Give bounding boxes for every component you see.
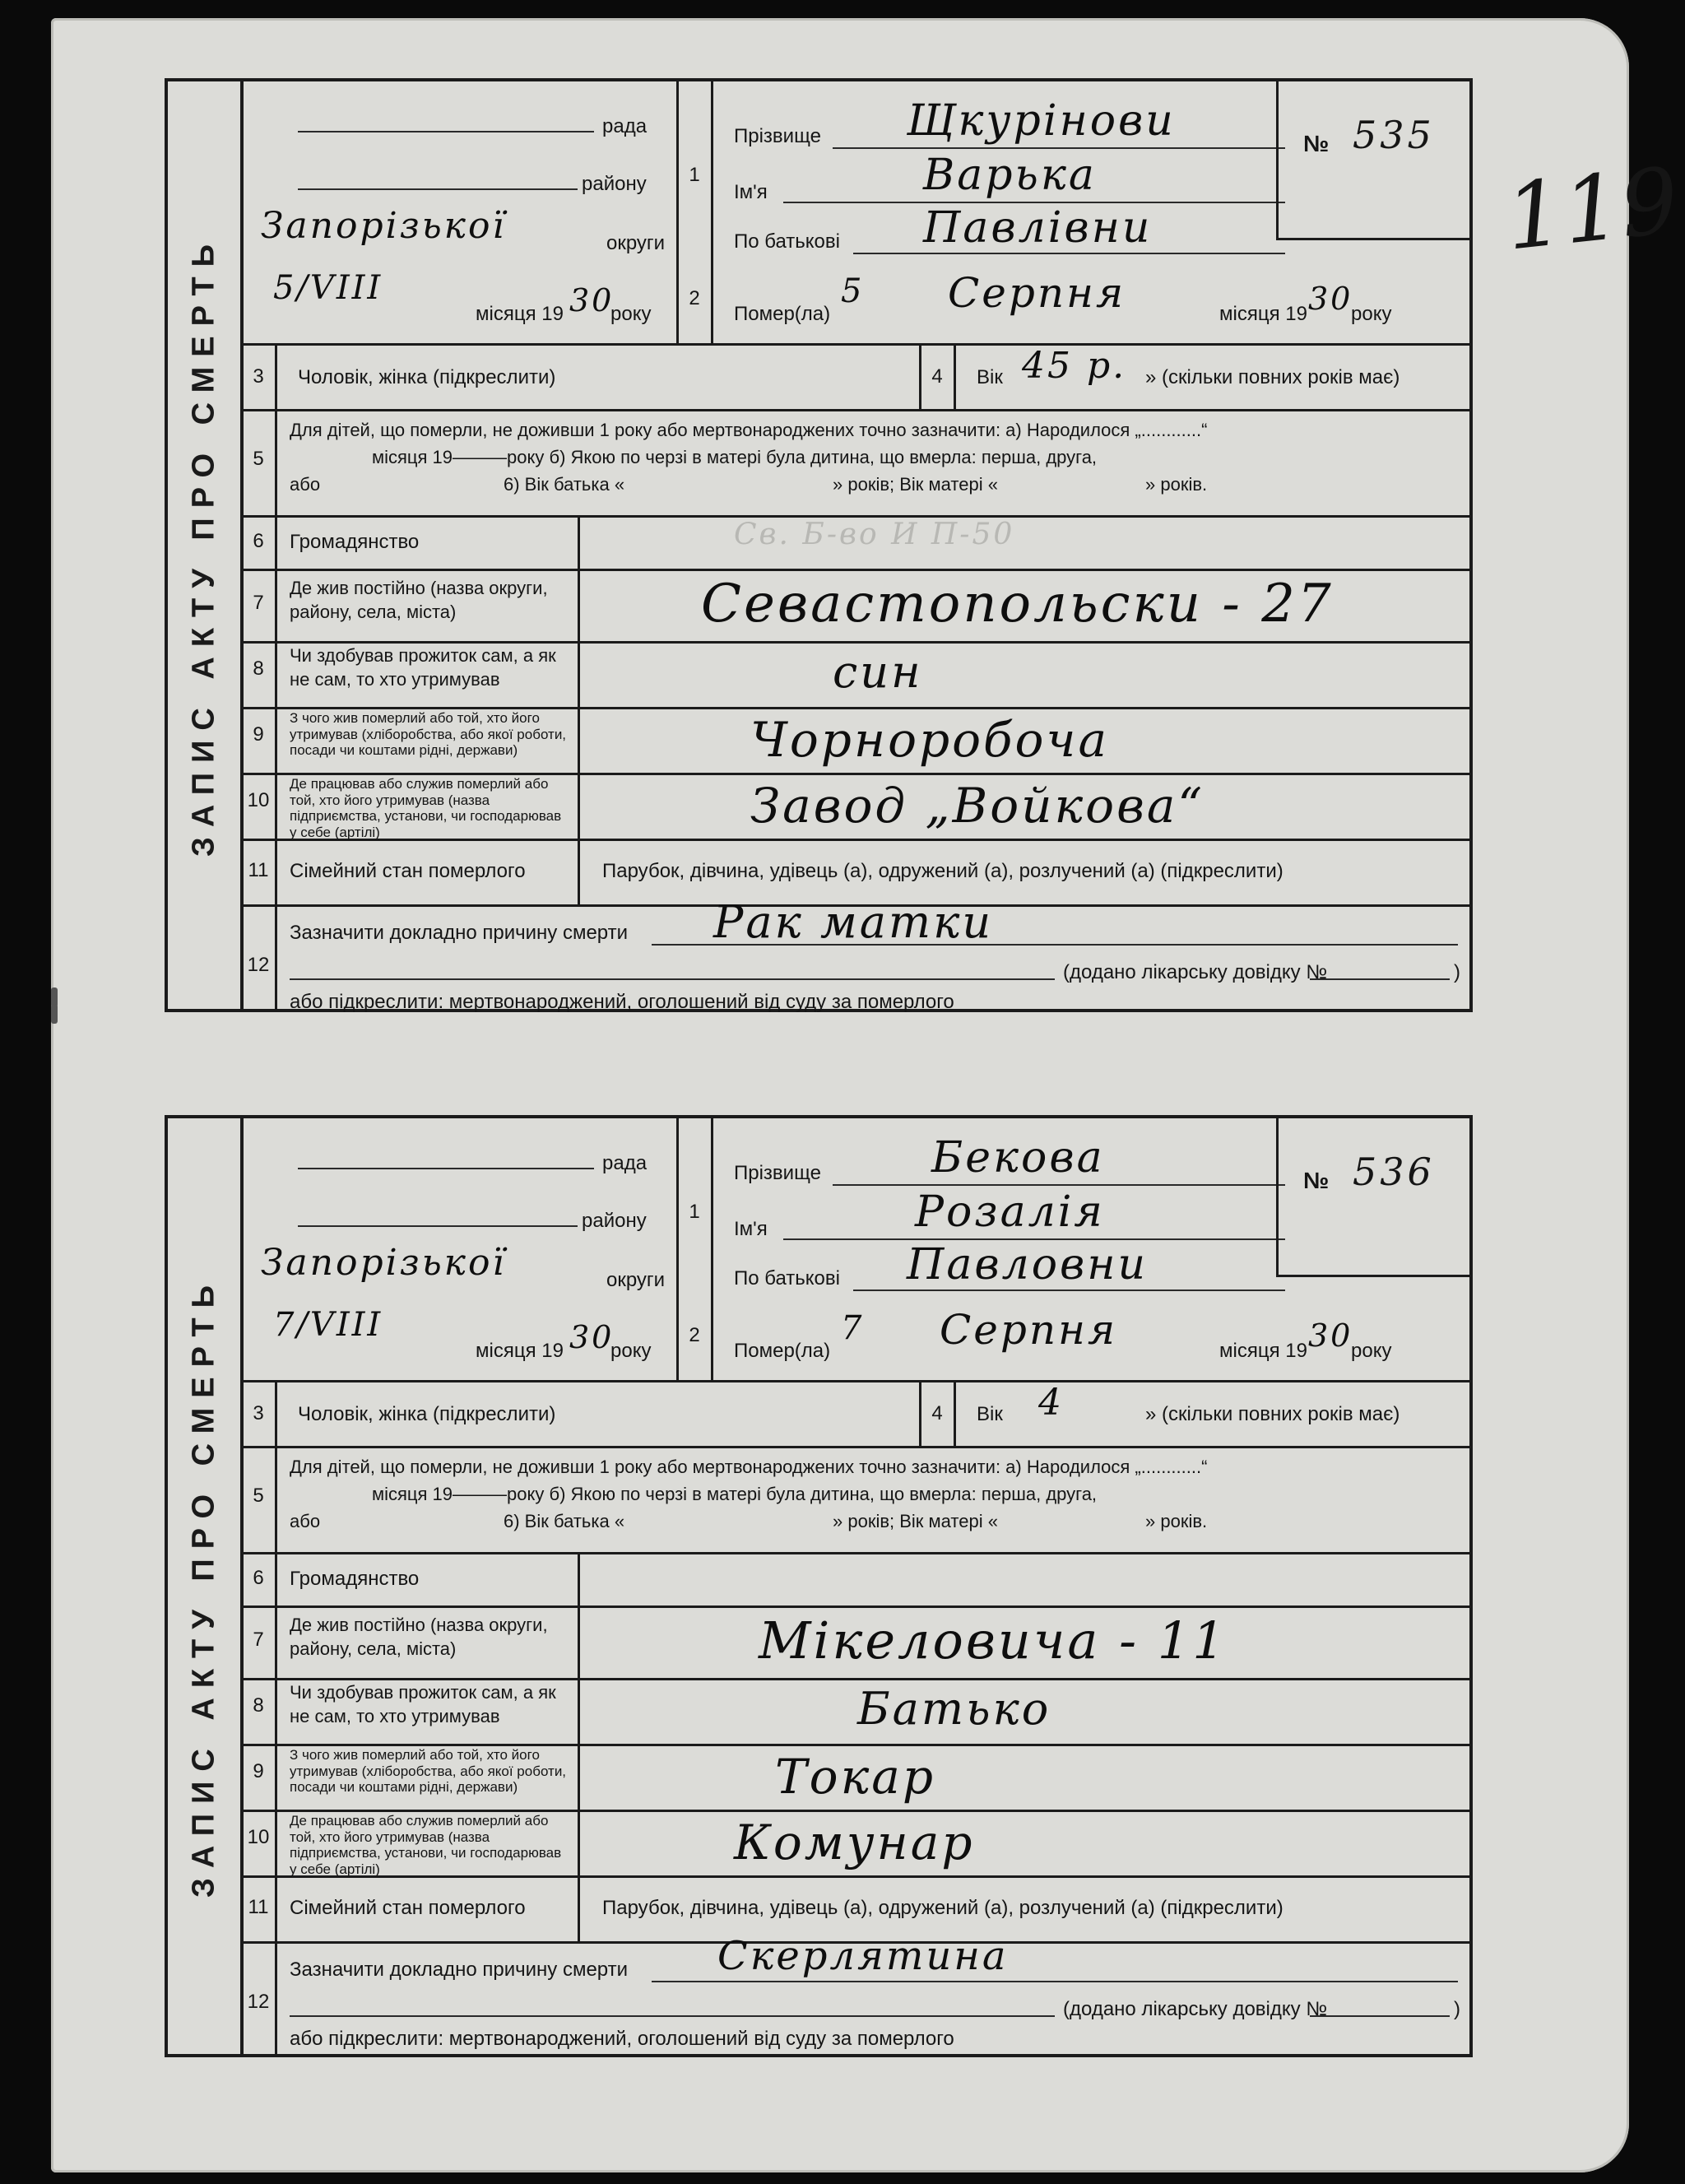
form-label: Де жив постійно (назва округи, району, села, міста) <box>290 578 548 622</box>
death-record: ЗАПИС АКТУ ПРО СМЕРТЬ рада району Запорізької округи 5/VIII місяця 19 30 року 1 2 Прізвище Щкурінови Ім'я Варька По батькові Павлівни Помер(ла) 5 Серпня місяця 19 30 року № 535 3 Чоловік, жінка (підкреслити) 4 Вік 45 р. » (скільки повних років має) 5 Для дітей, що померли, не доживши 1 року або мертвонароджених точно зазначити: а) Народилося „............“ місяця 19———року б) Якою по черзі в матері була дитина, що вмерла: перша, друга, або 6) Вік батька « » років; Вік матері « » років. 6 Громадянство Св. Б-во И П-50 7 Де жив постійно (назва округи, району, села, міста) Севастопольски - 27 8 Чи здобував прожиток сам, а як не сам, то хто утримував син 9 З чого жив померлий або той, хто його утримував (хліборобства, або якої роботи, посади чи коштами рідні, держави) Чорноробоча 10 Де працював або служив померлий або той, хто його утримував (назва підприємства, установи, чи господарював у себе (артілі) Завод „Войкова“ 11 Сімейний стан померлого Парубок, дівчина, удівець (а), одружений (а), розлучений (а) (підкреслити) 12 Зазначити докладно причину смерти Рак матки (додано лікарську довідку № ) або підкреслити: мертвонароджений, оголошений від суду за померлого <box>165 78 1473 1012</box>
table-rule <box>240 1446 1469 1448</box>
age-value: 4 <box>1038 1382 1064 1424</box>
form-label: Помер(ла) <box>734 1340 831 1362</box>
table-rule <box>240 707 1469 709</box>
row-number: 2 <box>689 287 700 309</box>
form-label: Зазначити докладно причину смерти <box>290 1959 629 1981</box>
row-number: 7 <box>253 1629 264 1651</box>
row-number: 10 <box>247 789 270 811</box>
fill-line <box>298 1225 578 1227</box>
form-label: місяця 19 <box>476 303 564 325</box>
form-label: року <box>610 1340 652 1362</box>
row-number: 5 <box>253 1485 264 1507</box>
table-rule <box>954 343 956 409</box>
form-label: Вік <box>977 366 1003 388</box>
row-number: 9 <box>253 723 264 746</box>
occupation-value: Токар <box>775 1749 935 1805</box>
row-number: 5 <box>253 448 264 470</box>
fill-line <box>298 188 578 190</box>
registration-date: 5/VIII <box>273 269 383 307</box>
row-number: 3 <box>253 365 264 388</box>
cause-value: Рак матки <box>713 896 994 948</box>
table-rule <box>578 515 580 904</box>
row-number: 7 <box>253 592 264 614</box>
row-number: 6 <box>253 1567 264 1589</box>
form-label: або підкреслити: мертвонароджений, оголошений від суду за померлого <box>290 2028 954 2050</box>
support-value: Батько <box>857 1683 1051 1735</box>
registration-date: 7/VIII <box>273 1306 383 1344</box>
okrug-value: Запорізької <box>261 1242 507 1284</box>
table-rule <box>240 1810 1469 1812</box>
fill-line <box>290 978 1055 980</box>
fill-line <box>1310 2015 1450 2017</box>
row-number: 8 <box>253 658 264 680</box>
faded-stamp: Св. Б-во И П-50 <box>734 518 1015 551</box>
form-label: року <box>610 303 652 325</box>
death-record: ЗАПИС АКТУ ПРО СМЕРТЬ рада району Запорізької округи 7/VIII місяця 19 30 року 1 2 Прізвище Бекова Ім'я Розалія По батькові Павловни Помер(ла) 7 Серпня місяця 19 30 року № 536 3 Чоловік, жінка (підкреслити) 4 Вік 4 » (скільки повних років має) 5 Для дітей, що померли, не доживши 1 року або мертвонароджених точно зазначити: а) Народилося „............“ місяця 19———року б) Якою по черзі в матері була дитина, що вмерла: перша, друга, або 6) Вік батька « » років; Вік матері « » років. 6 Громадянство 7 Де жив постійно (назва округи, району, села, міста) Мікеловича - 11 8 Чи здобував прожиток сам, а як не сам, то хто утримував Батько 9 З чого жив померлий або той, хто його утримував (хліборобства, або якої роботи, посади чи коштами рідні, держави) Токар 10 Де працював або служив померлий або той, хто його утримував (назва підприємства, установи, чи господарював у себе (артілі) Комунар 11 Сімейний стан померлого Парубок, дівчина, удівець (а), одружений (а), розлучений (а) (підкреслити) 12 Зазначити докладно причину смерти Скерлятина (додано лікарську довідку № ) або підкреслити: мертвонароджений, оголошений від суду за померлого <box>165 1115 1473 2057</box>
row-number: 4 <box>931 1402 943 1424</box>
form-label: округи <box>606 232 666 254</box>
form-label: рада <box>602 1152 648 1174</box>
row-number: 10 <box>247 1826 270 1848</box>
binder-hole <box>51 1004 58 1024</box>
table-rule <box>711 1118 713 1380</box>
residence-value: Мікеловича - 11 <box>759 1610 1228 1671</box>
fill-line <box>853 253 1285 254</box>
form-label: Зазначити докладно причину смерти <box>290 922 629 944</box>
form-label: Чоловік, жінка (підкреслити) <box>298 366 556 388</box>
fill-line <box>833 147 1285 149</box>
form-label: Де працював або служив померлий або той, хто його утримував (назва підприємства, установи, чи господарював у себе (артілі) <box>290 776 562 840</box>
form-label: району <box>582 1210 647 1232</box>
form-label: Ім'я <box>734 1218 768 1240</box>
form-label: Де працював або служив померлий або той, хто його утримував (назва підприємства, установи, чи господарював у себе (артілі) <box>290 1813 562 1877</box>
form-label: Чоловік, жінка (підкреслити) <box>298 1403 556 1425</box>
name-value: Розалія <box>915 1187 1105 1237</box>
form-label: року <box>1351 1340 1392 1362</box>
table-rule <box>711 81 713 343</box>
table-rule <box>240 1605 1469 1608</box>
table-rule <box>240 1678 1469 1680</box>
record-number: 536 <box>1353 1150 1435 1194</box>
form-label: » років. <box>1145 474 1208 495</box>
form-label: або <box>290 474 321 495</box>
form-label: » років; Вік матері « <box>833 474 998 495</box>
workplace-value: Завод „Войкова“ <box>750 778 1205 834</box>
form-label: Громадянство <box>290 1568 420 1590</box>
form-label: Прізвище <box>734 125 821 147</box>
row-number: 4 <box>931 365 943 388</box>
table-rule: ЗАПИС АКТУ ПРО СМЕРТЬ <box>186 1275 221 1898</box>
form-label: місяця 19 <box>1219 1340 1307 1362</box>
form-label: Чи здобував прожиток сам, а як не сам, то хто утримував <box>290 1682 556 1726</box>
table-rule <box>240 1552 1469 1554</box>
row-number: 11 <box>248 1896 269 1918</box>
table-rule <box>240 1380 1469 1382</box>
form-label: Вік <box>977 1403 1003 1425</box>
record-number-box: № 535 <box>1276 81 1469 240</box>
form-label: Для дітей, що померли, не доживши 1 року або мертвонароджених точно зазначити: а) Народилося „............“ <box>290 1457 1208 1477</box>
occupation-value: Чорноробоча <box>750 712 1110 768</box>
table-rule <box>240 343 1469 346</box>
surname-value: Щкурінови <box>907 96 1176 146</box>
table-rule <box>954 1380 956 1446</box>
form-label: Громадянство <box>290 531 420 553</box>
workplace-value: Комунар <box>734 1815 975 1870</box>
row-number: 3 <box>253 1402 264 1424</box>
form-label: 6) Вік батька « <box>504 1511 625 1531</box>
table-rule <box>275 343 277 1009</box>
table-rule <box>240 773 1469 775</box>
patronymic-value: Павловни <box>907 1240 1149 1289</box>
support-value: син <box>833 646 923 698</box>
residence-value: Севастопольски - 27 <box>701 574 1334 634</box>
table-rule <box>275 1380 277 2054</box>
form-label: Сімейний стан померлого <box>290 1897 526 1919</box>
form-label: Парубок, дівчина, удівець (а), одружений (а), розлучений (а) (підкреслити) <box>602 1897 1283 1919</box>
cause-value: Скерлятина <box>717 1933 1009 1979</box>
form-label: Де жив постійно (назва округи, району, села, міста) <box>290 1615 548 1659</box>
form-label: року <box>1351 303 1392 325</box>
form-label: або <box>290 1511 321 1531</box>
table-rule <box>240 1744 1469 1746</box>
record-side-title <box>168 81 244 1009</box>
patronymic-value: Павлівни <box>923 203 1153 253</box>
row-number: 1 <box>689 1201 700 1223</box>
form-label: ) <box>1454 1998 1460 2020</box>
form-label: Ім'я <box>734 181 768 203</box>
fill-line <box>290 2015 1055 2017</box>
form-label: рада <box>602 115 648 137</box>
form-label: або підкреслити: мертвонароджений, оголошений від суду за померлого <box>290 991 954 1013</box>
row-number: 12 <box>247 1991 270 2013</box>
fill-line <box>298 131 594 132</box>
fill-line <box>298 1168 594 1169</box>
row-number: 2 <box>689 1324 700 1346</box>
form-label: району <box>582 173 647 195</box>
form-label: Для дітей, що померли, не доживши 1 року або мертвонароджених точно зазначити: а) Народилося „............“ <box>290 420 1208 440</box>
form-label: » (скільки повних років має) <box>1145 366 1400 388</box>
row-number: 1 <box>689 164 700 186</box>
table-rule <box>240 569 1469 571</box>
table-rule <box>240 409 1469 411</box>
form-label: Помер(ла) <box>734 303 831 325</box>
fill-line <box>1310 978 1450 980</box>
record-number-box: № 536 <box>1276 1118 1469 1277</box>
row-number: 8 <box>253 1694 264 1717</box>
name-value: Варька <box>923 151 1097 200</box>
table-rule <box>240 641 1469 644</box>
age-value: 45 р. <box>1022 345 1127 387</box>
death-month-value: Серпня <box>948 269 1126 317</box>
form-label: Чи здобував прожиток сам, а як не сам, то хто утримував <box>290 645 556 690</box>
form-label: » років. <box>1145 1511 1208 1531</box>
form-label: По батькові <box>734 1267 840 1289</box>
form-label: Прізвище <box>734 1162 821 1184</box>
record-number: 535 <box>1353 113 1435 157</box>
form-label: (додано лікарську довідку № <box>1063 1998 1328 2020</box>
form-label: (додано лікарську довідку № <box>1063 961 1328 983</box>
form-label: По батькові <box>734 230 840 253</box>
form-label: З чого жив померлий або той, хто його утримував (хліборобства, або якої роботи, посади чи коштами рідні, держави) <box>290 1747 567 1796</box>
row-number: 9 <box>253 1760 264 1782</box>
fill-line <box>833 1184 1285 1186</box>
form-label: » (скільки повних років має) <box>1145 1403 1400 1425</box>
form-label: » років; Вік матері « <box>833 1511 998 1531</box>
fill-line <box>853 1289 1285 1291</box>
form-label: місяця 19 <box>1219 303 1307 325</box>
form-label: округи <box>606 1269 666 1291</box>
form-label: 6) Вік батька « <box>504 474 625 495</box>
death-month-value: Серпня <box>940 1306 1118 1354</box>
margin-mark: 119 <box>1500 147 1684 271</box>
table-rule: ЗАПИС АКТУ ПРО СМЕРТЬ <box>186 234 221 857</box>
record-side-title <box>168 1118 244 2054</box>
form-label: місяця 19 <box>476 1340 564 1362</box>
form-label: Парубок, дівчина, удівець (а), одружений (а), розлучений (а) (підкреслити) <box>602 860 1283 882</box>
form-label: ) <box>1454 961 1460 983</box>
form-label: місяця 19———року б) Якою по черзі в матері була дитина, що вмерла: перша, друга, <box>372 447 1098 467</box>
form-label: З чого жив померлий або той, хто його утримував (хліборобства, або якої роботи, посади чи коштами рідні, держави) <box>290 710 567 759</box>
row-number: 11 <box>248 859 269 881</box>
row-number: 12 <box>247 954 270 976</box>
fill-line <box>652 1981 1458 1982</box>
okrug-value: Запорізької <box>261 205 507 247</box>
form-label: Сімейний стан померлого <box>290 860 526 882</box>
table-rule <box>578 1552 580 1941</box>
surname-value: Бекова <box>931 1133 1105 1183</box>
row-number: 6 <box>253 530 264 552</box>
form-label: місяця 19———року б) Якою по черзі в матері була дитина, що вмерла: перша, друга, <box>372 1484 1098 1504</box>
